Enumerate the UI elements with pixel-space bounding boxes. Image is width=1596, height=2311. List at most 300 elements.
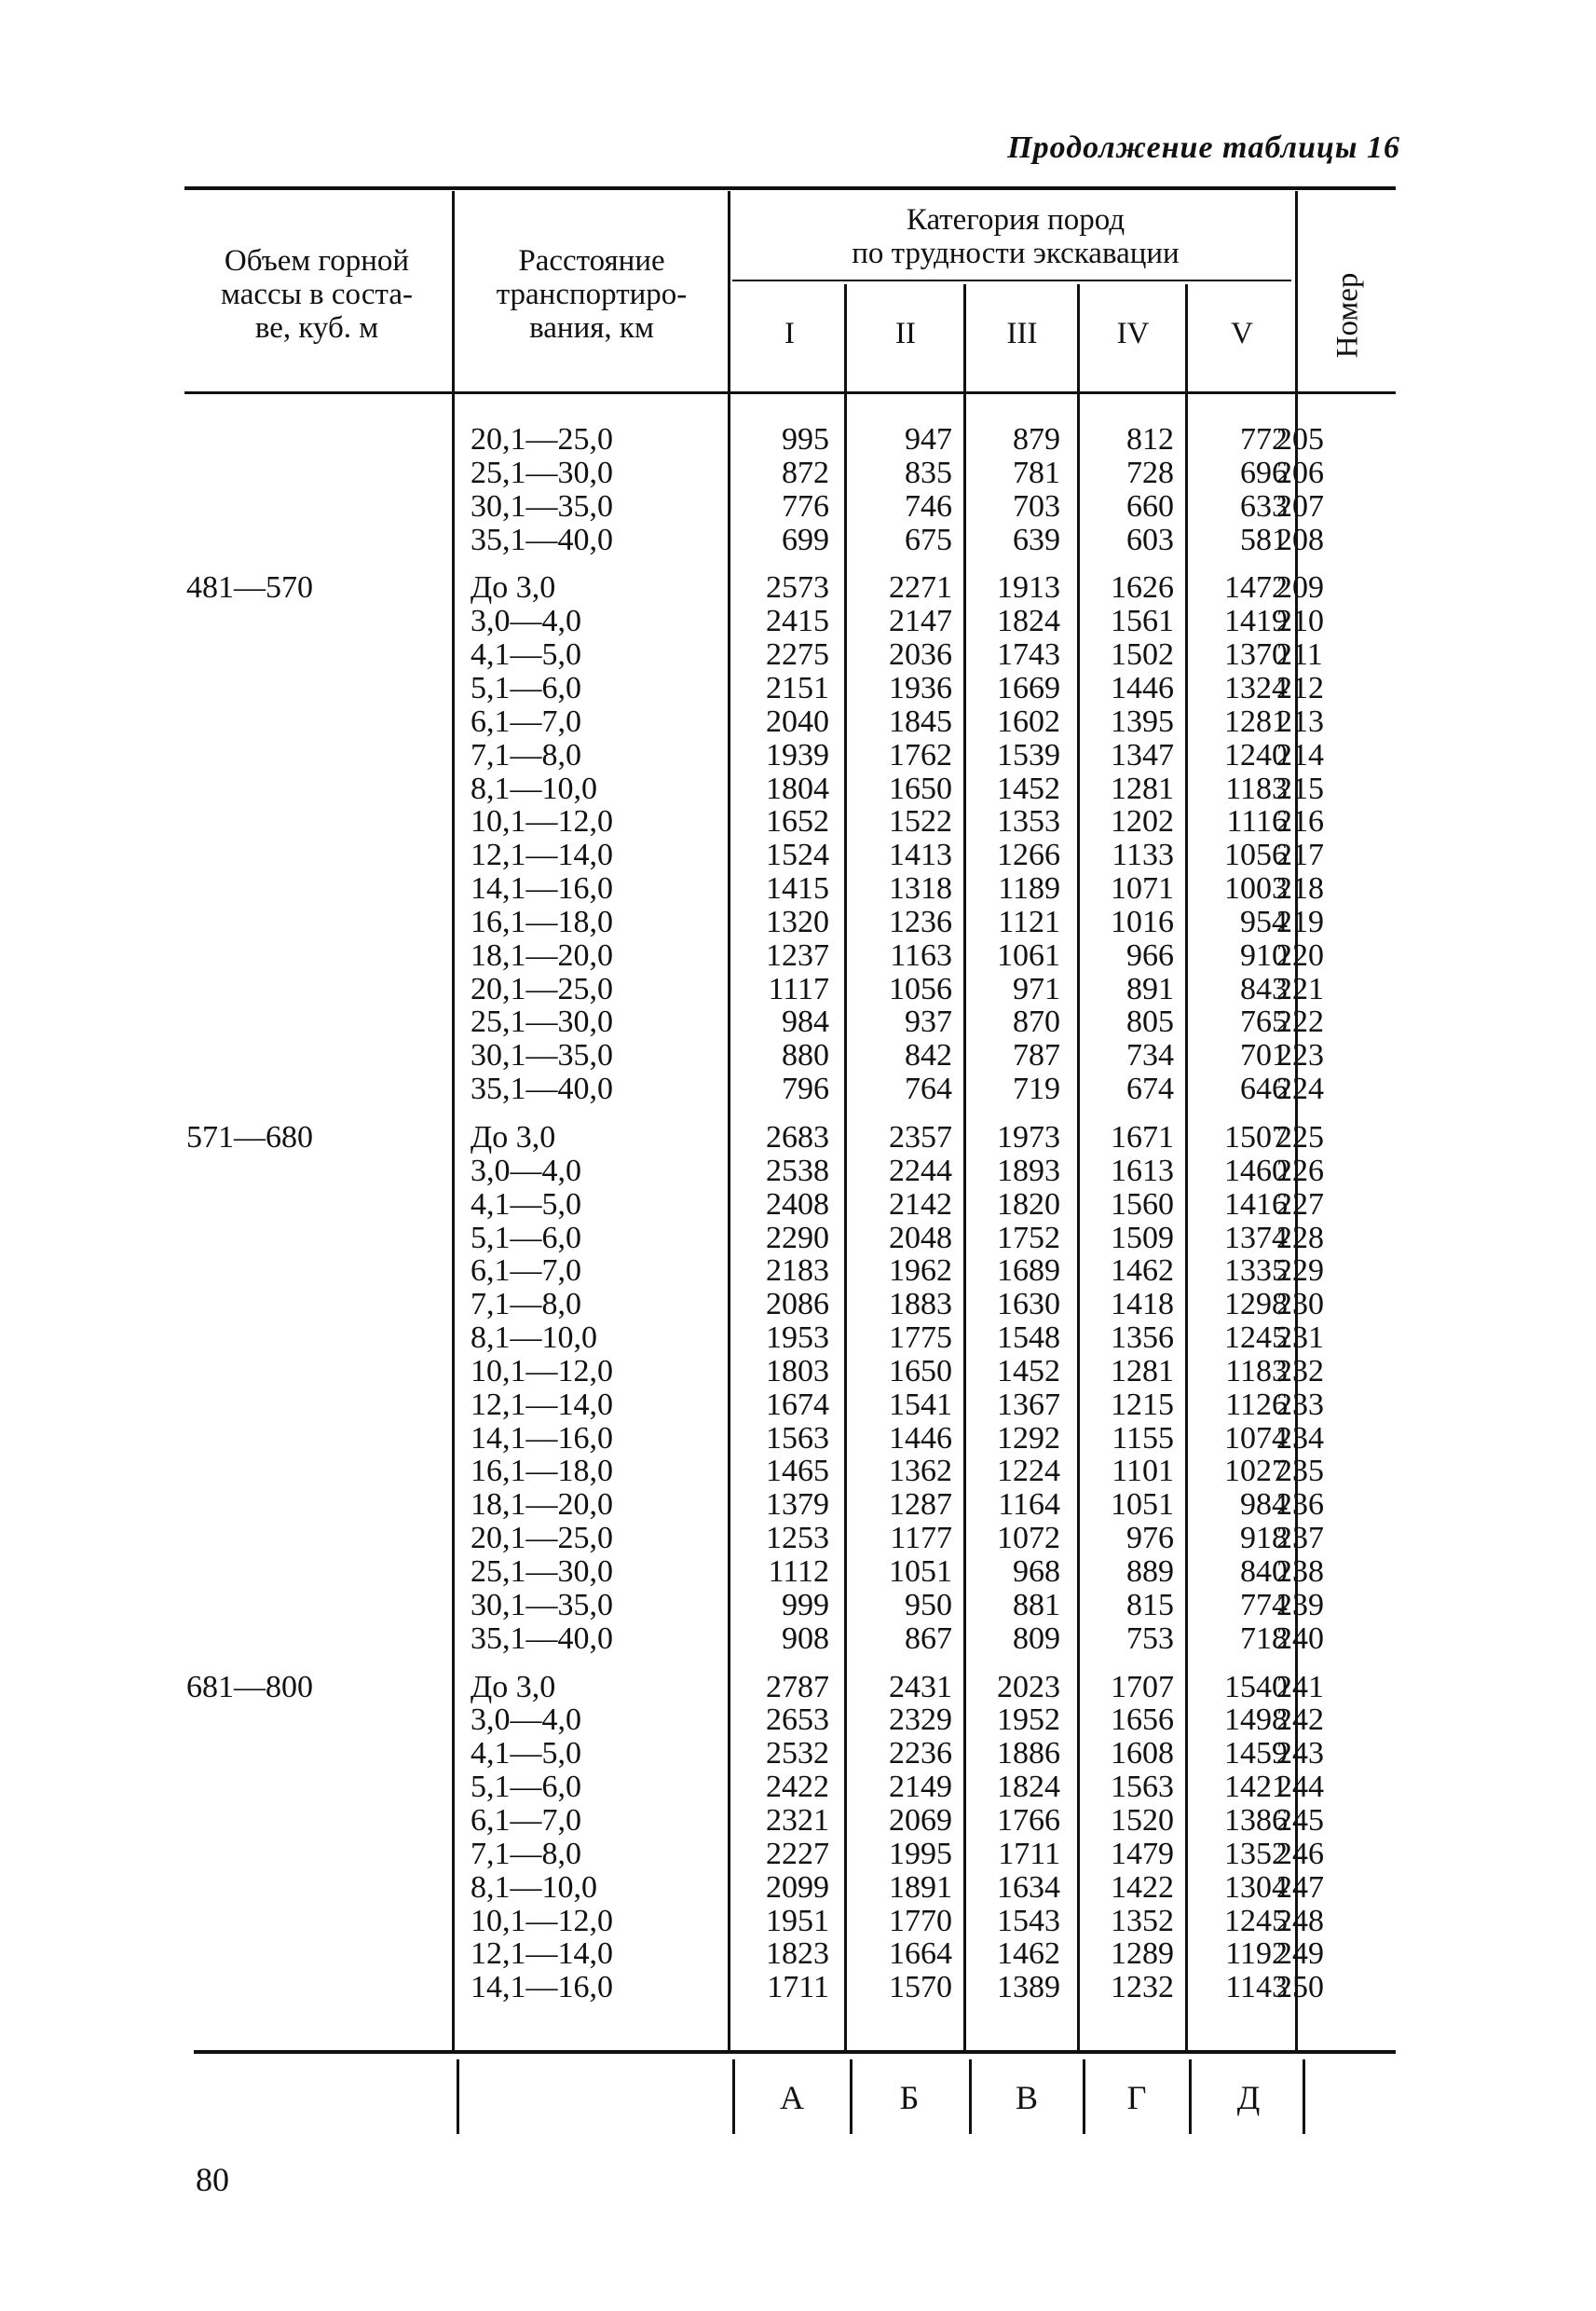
distance-cell: 10,1—12,0 xyxy=(471,804,613,839)
value-cell-cat-4: 1671 xyxy=(1111,1120,1174,1155)
table-row xyxy=(0,1737,1596,1771)
row-number-cell: 213 xyxy=(1276,704,1324,739)
distance-cell: 7,1—8,0 xyxy=(471,738,581,773)
distance-cell: 5,1—6,0 xyxy=(471,671,581,705)
value-cell-cat-3: 1452 xyxy=(997,772,1060,806)
value-cell-cat-3: 1543 xyxy=(997,1904,1060,1938)
distance-cell: 12,1—14,0 xyxy=(471,838,613,872)
distance-cell: 30,1—35,0 xyxy=(471,1588,613,1622)
table-row xyxy=(0,1355,1596,1388)
value-cell-cat-1: 2183 xyxy=(766,1253,829,1288)
row-number-cell: 222 xyxy=(1276,1005,1324,1039)
value-cell-cat-5: 1324 xyxy=(1224,671,1288,705)
table-row xyxy=(0,423,1596,457)
value-cell-cat-2: 1413 xyxy=(889,838,952,872)
value-cell-cat-3: 1711 xyxy=(998,1837,1060,1871)
value-cell-cat-1: 1465 xyxy=(766,1454,829,1488)
value-cell-cat-4: 728 xyxy=(1126,456,1174,490)
value-cell-cat-5: 765 xyxy=(1240,1005,1288,1039)
row-number-cell: 233 xyxy=(1276,1388,1324,1422)
table-row xyxy=(0,1905,1596,1938)
value-cell-cat-2: 1362 xyxy=(889,1454,952,1488)
value-cell-cat-3: 781 xyxy=(1013,456,1060,490)
value-cell-cat-1: 1524 xyxy=(766,838,829,872)
value-cell-cat-1: 2290 xyxy=(766,1221,829,1255)
row-number-cell: 246 xyxy=(1276,1837,1324,1871)
value-cell-cat-3: 870 xyxy=(1013,1005,1060,1039)
value-cell-cat-1: 1823 xyxy=(766,1936,829,1971)
value-cell-cat-2: 835 xyxy=(905,456,952,490)
value-cell-cat-1: 1953 xyxy=(766,1320,829,1355)
table-row xyxy=(0,490,1596,524)
value-cell-cat-3: 1634 xyxy=(997,1870,1060,1905)
value-cell-cat-5: 1421 xyxy=(1224,1770,1288,1804)
value-cell-cat-2: 1236 xyxy=(889,905,952,939)
value-cell-cat-5: 1281 xyxy=(1224,704,1288,739)
value-cell-cat-2: 1770 xyxy=(889,1904,952,1938)
header-volume: Объем горной массы в соста- ве, куб. м xyxy=(221,244,413,345)
value-cell-cat-3: 2023 xyxy=(997,1670,1060,1704)
row-number-cell: 211 xyxy=(1276,637,1323,672)
row-number-cell: 229 xyxy=(1276,1253,1324,1288)
distance-cell: 4,1—5,0 xyxy=(471,637,581,672)
distance-cell: До 3,0 xyxy=(471,1670,556,1704)
table-row xyxy=(0,1455,1596,1488)
value-cell-cat-2: 937 xyxy=(905,1005,952,1039)
table-row xyxy=(0,839,1596,872)
value-cell-cat-2: 950 xyxy=(905,1588,952,1622)
value-cell-cat-5: 701 xyxy=(1240,1038,1288,1073)
value-cell-cat-3: 1973 xyxy=(997,1120,1060,1155)
footer-letter-b: Б xyxy=(899,2079,920,2116)
value-cell-cat-5: 1416 xyxy=(1224,1187,1288,1222)
value-cell-cat-1: 2151 xyxy=(766,671,829,705)
row-number-cell: 217 xyxy=(1276,838,1324,872)
row-number-cell: 226 xyxy=(1276,1154,1324,1188)
value-cell-cat-3: 1669 xyxy=(997,671,1060,705)
value-cell-cat-3: 1164 xyxy=(998,1487,1060,1522)
table-row xyxy=(0,1155,1596,1188)
value-cell-cat-3: 971 xyxy=(1013,972,1060,1006)
value-cell-cat-4: 1626 xyxy=(1111,570,1174,605)
value-cell-cat-3: 809 xyxy=(1013,1621,1060,1656)
table-row xyxy=(0,457,1596,490)
table-row xyxy=(0,524,1596,557)
value-cell-cat-3: 719 xyxy=(1013,1072,1060,1106)
header-cat-3: III xyxy=(1006,317,1038,350)
value-cell-cat-1: 1379 xyxy=(766,1487,829,1522)
value-cell-cat-2: 2271 xyxy=(889,570,952,605)
value-cell-cat-4: 1479 xyxy=(1111,1837,1174,1871)
value-cell-cat-2: 2236 xyxy=(889,1736,952,1771)
value-cell-cat-4: 753 xyxy=(1126,1621,1174,1656)
distance-cell: 30,1—35,0 xyxy=(471,1038,613,1073)
table-row xyxy=(0,1121,1596,1155)
value-cell-cat-1: 699 xyxy=(782,523,829,557)
value-cell-cat-3: 1766 xyxy=(997,1803,1060,1838)
row-number-cell: 223 xyxy=(1276,1038,1324,1073)
value-cell-cat-1: 999 xyxy=(782,1588,829,1622)
table-row xyxy=(0,1254,1596,1288)
value-cell-cat-4: 1563 xyxy=(1111,1770,1174,1804)
value-cell-cat-4: 1281 xyxy=(1111,772,1174,806)
row-number-cell: 205 xyxy=(1276,422,1324,457)
row-number-cell: 238 xyxy=(1276,1554,1324,1589)
value-cell-cat-5: 840 xyxy=(1240,1554,1288,1589)
value-cell-cat-4: 1707 xyxy=(1111,1670,1174,1704)
table-row xyxy=(0,638,1596,672)
value-cell-cat-5: 1304 xyxy=(1224,1870,1288,1905)
distance-cell: 14,1—16,0 xyxy=(471,871,613,906)
value-cell-cat-1: 880 xyxy=(782,1038,829,1073)
value-cell-cat-5: 1056 xyxy=(1224,838,1288,872)
value-cell-cat-3: 1224 xyxy=(997,1454,1060,1488)
table-row xyxy=(0,1073,1596,1106)
value-cell-cat-4: 1608 xyxy=(1111,1736,1174,1771)
value-cell-cat-4: 1446 xyxy=(1111,671,1174,705)
row-number-cell: 231 xyxy=(1276,1320,1324,1355)
value-cell-cat-2: 1883 xyxy=(889,1287,952,1321)
value-cell-cat-4: 660 xyxy=(1126,489,1174,524)
value-cell-cat-2: 1056 xyxy=(889,972,952,1006)
row-number-cell: 218 xyxy=(1276,871,1324,906)
value-cell-cat-4: 889 xyxy=(1126,1554,1174,1589)
value-cell-cat-1: 1711 xyxy=(767,1970,829,2004)
value-cell-cat-5: 1126 xyxy=(1225,1388,1288,1422)
value-cell-cat-3: 1072 xyxy=(997,1521,1060,1555)
value-cell-cat-4: 1215 xyxy=(1111,1388,1174,1422)
value-cell-cat-3: 1266 xyxy=(997,838,1060,872)
value-cell-cat-2: 2147 xyxy=(889,604,952,638)
row-number-cell: 227 xyxy=(1276,1187,1324,1222)
table-row xyxy=(0,1488,1596,1522)
value-cell-cat-3: 787 xyxy=(1013,1038,1060,1073)
table-row xyxy=(0,672,1596,705)
value-cell-cat-5: 1419 xyxy=(1224,604,1288,638)
value-cell-cat-5: 772 xyxy=(1240,422,1288,457)
value-cell-cat-4: 812 xyxy=(1126,422,1174,457)
table-row xyxy=(0,872,1596,906)
value-cell-cat-4: 1560 xyxy=(1111,1187,1174,1222)
distance-cell: 6,1—7,0 xyxy=(471,1253,581,1288)
table-row xyxy=(0,1288,1596,1321)
table-row xyxy=(0,1188,1596,1222)
header-cat-4: IV xyxy=(1116,317,1150,350)
volume-cell: 571—680 xyxy=(186,1120,313,1155)
distance-cell: 16,1—18,0 xyxy=(471,1454,613,1488)
row-number-cell: 230 xyxy=(1276,1287,1324,1321)
value-cell-cat-1: 2538 xyxy=(766,1154,829,1188)
value-cell-cat-1: 2573 xyxy=(766,570,829,605)
table-row xyxy=(0,1005,1596,1039)
value-cell-cat-5: 1374 xyxy=(1224,1221,1288,1255)
value-cell-cat-1: 2275 xyxy=(766,637,829,672)
distance-cell: До 3,0 xyxy=(471,1120,556,1155)
value-cell-cat-1: 984 xyxy=(782,1005,829,1039)
value-cell-cat-3: 1743 xyxy=(997,637,1060,672)
volume-cell: 481—570 xyxy=(186,570,313,605)
value-cell-cat-2: 1650 xyxy=(889,772,952,806)
value-cell-cat-5: 1074 xyxy=(1224,1421,1288,1456)
row-number-cell: 208 xyxy=(1276,523,1324,557)
distance-cell: 7,1—8,0 xyxy=(471,1837,581,1871)
distance-cell: 14,1—16,0 xyxy=(471,1970,613,2004)
value-cell-cat-1: 1112 xyxy=(768,1554,829,1589)
value-cell-cat-4: 1155 xyxy=(1112,1421,1174,1456)
value-cell-cat-4: 1232 xyxy=(1111,1970,1174,2004)
distance-cell: 12,1—14,0 xyxy=(471,1388,613,1422)
value-cell-cat-4: 603 xyxy=(1126,523,1174,557)
value-cell-cat-1: 1951 xyxy=(766,1904,829,1938)
value-cell-cat-1: 2683 xyxy=(766,1120,829,1155)
value-cell-cat-4: 891 xyxy=(1126,972,1174,1006)
value-cell-cat-4: 1561 xyxy=(1111,604,1174,638)
table-row xyxy=(0,1771,1596,1804)
value-cell-cat-2: 1936 xyxy=(889,671,952,705)
foot-rule-2 xyxy=(732,2059,735,2134)
value-cell-cat-2: 1845 xyxy=(889,704,952,739)
value-cell-cat-5: 646 xyxy=(1240,1072,1288,1106)
value-cell-cat-5: 918 xyxy=(1240,1521,1288,1555)
value-cell-cat-3: 1913 xyxy=(997,570,1060,605)
value-cell-cat-1: 796 xyxy=(782,1072,829,1106)
header-bottom-rule xyxy=(184,391,1396,394)
value-cell-cat-5: 633 xyxy=(1240,489,1288,524)
distance-cell: 25,1—30,0 xyxy=(471,1005,613,1039)
value-cell-cat-3: 1689 xyxy=(997,1253,1060,1288)
row-number-cell: 220 xyxy=(1276,938,1324,973)
table-row xyxy=(0,1321,1596,1355)
value-cell-cat-5: 1472 xyxy=(1224,570,1288,605)
value-cell-cat-5: 1192 xyxy=(1225,1936,1288,1971)
row-number-cell: 234 xyxy=(1276,1421,1324,1456)
value-cell-cat-3: 1886 xyxy=(997,1736,1060,1771)
value-cell-cat-1: 776 xyxy=(782,489,829,524)
table-caption: Продолжение таблицы 16 xyxy=(1007,130,1400,165)
value-cell-cat-2: 1177 xyxy=(890,1521,952,1555)
row-number-cell: 215 xyxy=(1276,772,1324,806)
table-row xyxy=(0,906,1596,939)
value-cell-cat-1: 1253 xyxy=(766,1521,829,1555)
footer-letter-v: В xyxy=(1015,2079,1038,2116)
row-number-cell: 249 xyxy=(1276,1936,1324,1971)
value-cell-cat-5: 1245 xyxy=(1224,1904,1288,1938)
value-cell-cat-2: 1287 xyxy=(889,1487,952,1522)
distance-cell: 6,1—7,0 xyxy=(471,1803,581,1838)
value-cell-cat-2: 2036 xyxy=(889,637,952,672)
value-cell-cat-3: 703 xyxy=(1013,489,1060,524)
foot-rule-7 xyxy=(1303,2059,1305,2134)
value-cell-cat-1: 2653 xyxy=(766,1702,829,1737)
value-cell-cat-4: 1352 xyxy=(1111,1904,1174,1938)
value-cell-cat-5: 718 xyxy=(1240,1621,1288,1656)
value-cell-cat-2: 1995 xyxy=(889,1837,952,1871)
value-cell-cat-3: 1539 xyxy=(997,738,1060,773)
distance-cell: 14,1—16,0 xyxy=(471,1421,613,1456)
value-cell-cat-4: 1502 xyxy=(1111,637,1174,672)
value-cell-cat-3: 1061 xyxy=(997,938,1060,973)
distance-cell: 8,1—10,0 xyxy=(471,1320,597,1355)
value-cell-cat-1: 2422 xyxy=(766,1770,829,1804)
value-cell-cat-4: 674 xyxy=(1126,1072,1174,1106)
row-number-cell: 224 xyxy=(1276,1072,1324,1106)
value-cell-cat-2: 1163 xyxy=(890,938,952,973)
distance-cell: 10,1—12,0 xyxy=(471,1904,613,1938)
value-cell-cat-2: 1570 xyxy=(889,1970,952,2004)
value-cell-cat-2: 2149 xyxy=(889,1770,952,1804)
row-number-cell: 245 xyxy=(1276,1803,1324,1838)
row-number-cell: 247 xyxy=(1276,1870,1324,1905)
value-cell-cat-4: 1133 xyxy=(1112,838,1174,872)
table-row xyxy=(0,705,1596,739)
value-cell-cat-3: 1121 xyxy=(998,905,1060,939)
value-cell-cat-3: 1752 xyxy=(997,1221,1060,1255)
distance-cell: 25,1—30,0 xyxy=(471,456,613,490)
foot-rule-3 xyxy=(850,2059,853,2134)
value-cell-cat-5: 1183 xyxy=(1225,1354,1288,1388)
distance-cell: 8,1—10,0 xyxy=(471,772,597,806)
value-cell-cat-5: 984 xyxy=(1240,1487,1288,1522)
row-number-cell: 240 xyxy=(1276,1621,1324,1656)
value-cell-cat-3: 879 xyxy=(1013,422,1060,457)
value-cell-cat-3: 1462 xyxy=(997,1936,1060,1971)
value-cell-cat-3: 1820 xyxy=(997,1187,1060,1222)
value-cell-cat-1: 1320 xyxy=(766,905,829,939)
value-cell-cat-5: 1498 xyxy=(1224,1702,1288,1737)
value-cell-cat-4: 966 xyxy=(1126,938,1174,973)
value-cell-cat-5: 1386 xyxy=(1224,1803,1288,1838)
value-cell-cat-3: 881 xyxy=(1013,1588,1060,1622)
value-cell-cat-1: 2408 xyxy=(766,1187,829,1222)
table-row xyxy=(0,1589,1596,1622)
value-cell-cat-3: 968 xyxy=(1013,1554,1060,1589)
foot-rule-5 xyxy=(1083,2059,1085,2134)
foot-rule-6 xyxy=(1189,2059,1192,2134)
row-number-cell: 212 xyxy=(1276,671,1324,705)
value-cell-cat-1: 995 xyxy=(782,422,829,457)
value-cell-cat-4: 734 xyxy=(1126,1038,1174,1073)
row-number-cell: 232 xyxy=(1276,1354,1324,1388)
row-number-cell: 241 xyxy=(1276,1670,1324,1704)
table-row xyxy=(0,1522,1596,1555)
value-cell-cat-5: 1540 xyxy=(1224,1670,1288,1704)
row-number-cell: 244 xyxy=(1276,1770,1324,1804)
value-cell-cat-4: 1016 xyxy=(1111,905,1174,939)
value-cell-cat-3: 1353 xyxy=(997,804,1060,839)
value-cell-cat-5: 581 xyxy=(1240,523,1288,557)
distance-cell: 6,1—7,0 xyxy=(471,704,581,739)
value-cell-cat-1: 2227 xyxy=(766,1837,829,1871)
distance-cell: 20,1—25,0 xyxy=(471,422,613,457)
value-cell-cat-1: 2787 xyxy=(766,1670,829,1704)
distance-cell: 7,1—8,0 xyxy=(471,1287,581,1321)
value-cell-cat-4: 1202 xyxy=(1111,804,1174,839)
value-cell-cat-1: 1804 xyxy=(766,772,829,806)
table-row xyxy=(0,1622,1596,1656)
value-cell-cat-4: 1347 xyxy=(1111,738,1174,773)
value-cell-cat-2: 1650 xyxy=(889,1354,952,1388)
foot-rule-1 xyxy=(457,2059,459,2134)
footer-letter-d: Д xyxy=(1236,2079,1261,2116)
row-number-cell: 228 xyxy=(1276,1221,1324,1255)
table-row xyxy=(0,571,1596,605)
value-cell-cat-2: 1891 xyxy=(889,1870,952,1905)
category-rule xyxy=(732,280,1291,281)
value-cell-cat-4: 1071 xyxy=(1111,871,1174,906)
distance-cell: 12,1—14,0 xyxy=(471,1936,613,1971)
value-cell-cat-3: 1893 xyxy=(997,1154,1060,1188)
row-number-cell: 210 xyxy=(1276,604,1324,638)
distance-cell: 8,1—10,0 xyxy=(471,1870,597,1905)
distance-cell: 16,1—18,0 xyxy=(471,905,613,939)
value-cell-cat-1: 2086 xyxy=(766,1287,829,1321)
value-cell-cat-2: 1446 xyxy=(889,1421,952,1456)
value-cell-cat-3: 1367 xyxy=(997,1388,1060,1422)
distance-cell: 20,1—25,0 xyxy=(471,1521,613,1555)
header-number: Номер xyxy=(1330,272,1365,359)
value-cell-cat-3: 1548 xyxy=(997,1320,1060,1355)
table-row xyxy=(0,1838,1596,1871)
distance-cell: 4,1—5,0 xyxy=(471,1736,581,1771)
value-cell-cat-2: 1762 xyxy=(889,738,952,773)
row-number-cell: 219 xyxy=(1276,905,1324,939)
value-cell-cat-5: 1335 xyxy=(1224,1253,1288,1288)
table-row xyxy=(0,973,1596,1006)
value-cell-cat-1: 1674 xyxy=(766,1388,829,1422)
value-cell-cat-2: 842 xyxy=(905,1038,952,1073)
value-cell-cat-1: 1237 xyxy=(766,938,829,973)
table-row xyxy=(0,1937,1596,1971)
value-cell-cat-5: 1459 xyxy=(1224,1736,1288,1771)
value-cell-cat-2: 1664 xyxy=(889,1936,952,1971)
value-cell-cat-5: 1183 xyxy=(1225,772,1288,806)
value-cell-cat-1: 2321 xyxy=(766,1803,829,1838)
row-number-cell: 237 xyxy=(1276,1521,1324,1555)
value-cell-cat-3: 1602 xyxy=(997,704,1060,739)
value-cell-cat-1: 2532 xyxy=(766,1736,829,1771)
value-cell-cat-4: 1422 xyxy=(1111,1870,1174,1905)
row-number-cell: 206 xyxy=(1276,456,1324,490)
value-cell-cat-5: 843 xyxy=(1240,972,1288,1006)
value-cell-cat-1: 2099 xyxy=(766,1870,829,1905)
value-cell-cat-5: 1116 xyxy=(1226,804,1288,839)
value-cell-cat-4: 1462 xyxy=(1111,1253,1174,1288)
footer-letter-a: А xyxy=(780,2079,804,2116)
distance-cell: 18,1—20,0 xyxy=(471,938,613,973)
value-cell-cat-2: 1775 xyxy=(889,1320,952,1355)
row-number-cell: 242 xyxy=(1276,1702,1324,1737)
value-cell-cat-3: 1952 xyxy=(997,1702,1060,1737)
value-cell-cat-2: 2069 xyxy=(889,1803,952,1838)
row-number-cell: 207 xyxy=(1276,489,1324,524)
page-number: 80 xyxy=(196,2161,229,2198)
table-row xyxy=(0,1971,1596,2004)
distance-cell: 20,1—25,0 xyxy=(471,972,613,1006)
table-row xyxy=(0,1039,1596,1073)
value-cell-cat-4: 1356 xyxy=(1111,1320,1174,1355)
distance-cell: 35,1—40,0 xyxy=(471,523,613,557)
header-cat-1: I xyxy=(784,317,795,350)
distance-cell: 5,1—6,0 xyxy=(471,1221,581,1255)
distance-cell: 18,1—20,0 xyxy=(471,1487,613,1522)
distance-cell: 4,1—5,0 xyxy=(471,1187,581,1222)
table-row xyxy=(0,773,1596,806)
value-cell-cat-4: 1520 xyxy=(1111,1803,1174,1838)
row-number-cell: 235 xyxy=(1276,1454,1324,1488)
value-cell-cat-2: 2244 xyxy=(889,1154,952,1188)
value-cell-cat-2: 867 xyxy=(905,1621,952,1656)
value-cell-cat-3: 1630 xyxy=(997,1287,1060,1321)
